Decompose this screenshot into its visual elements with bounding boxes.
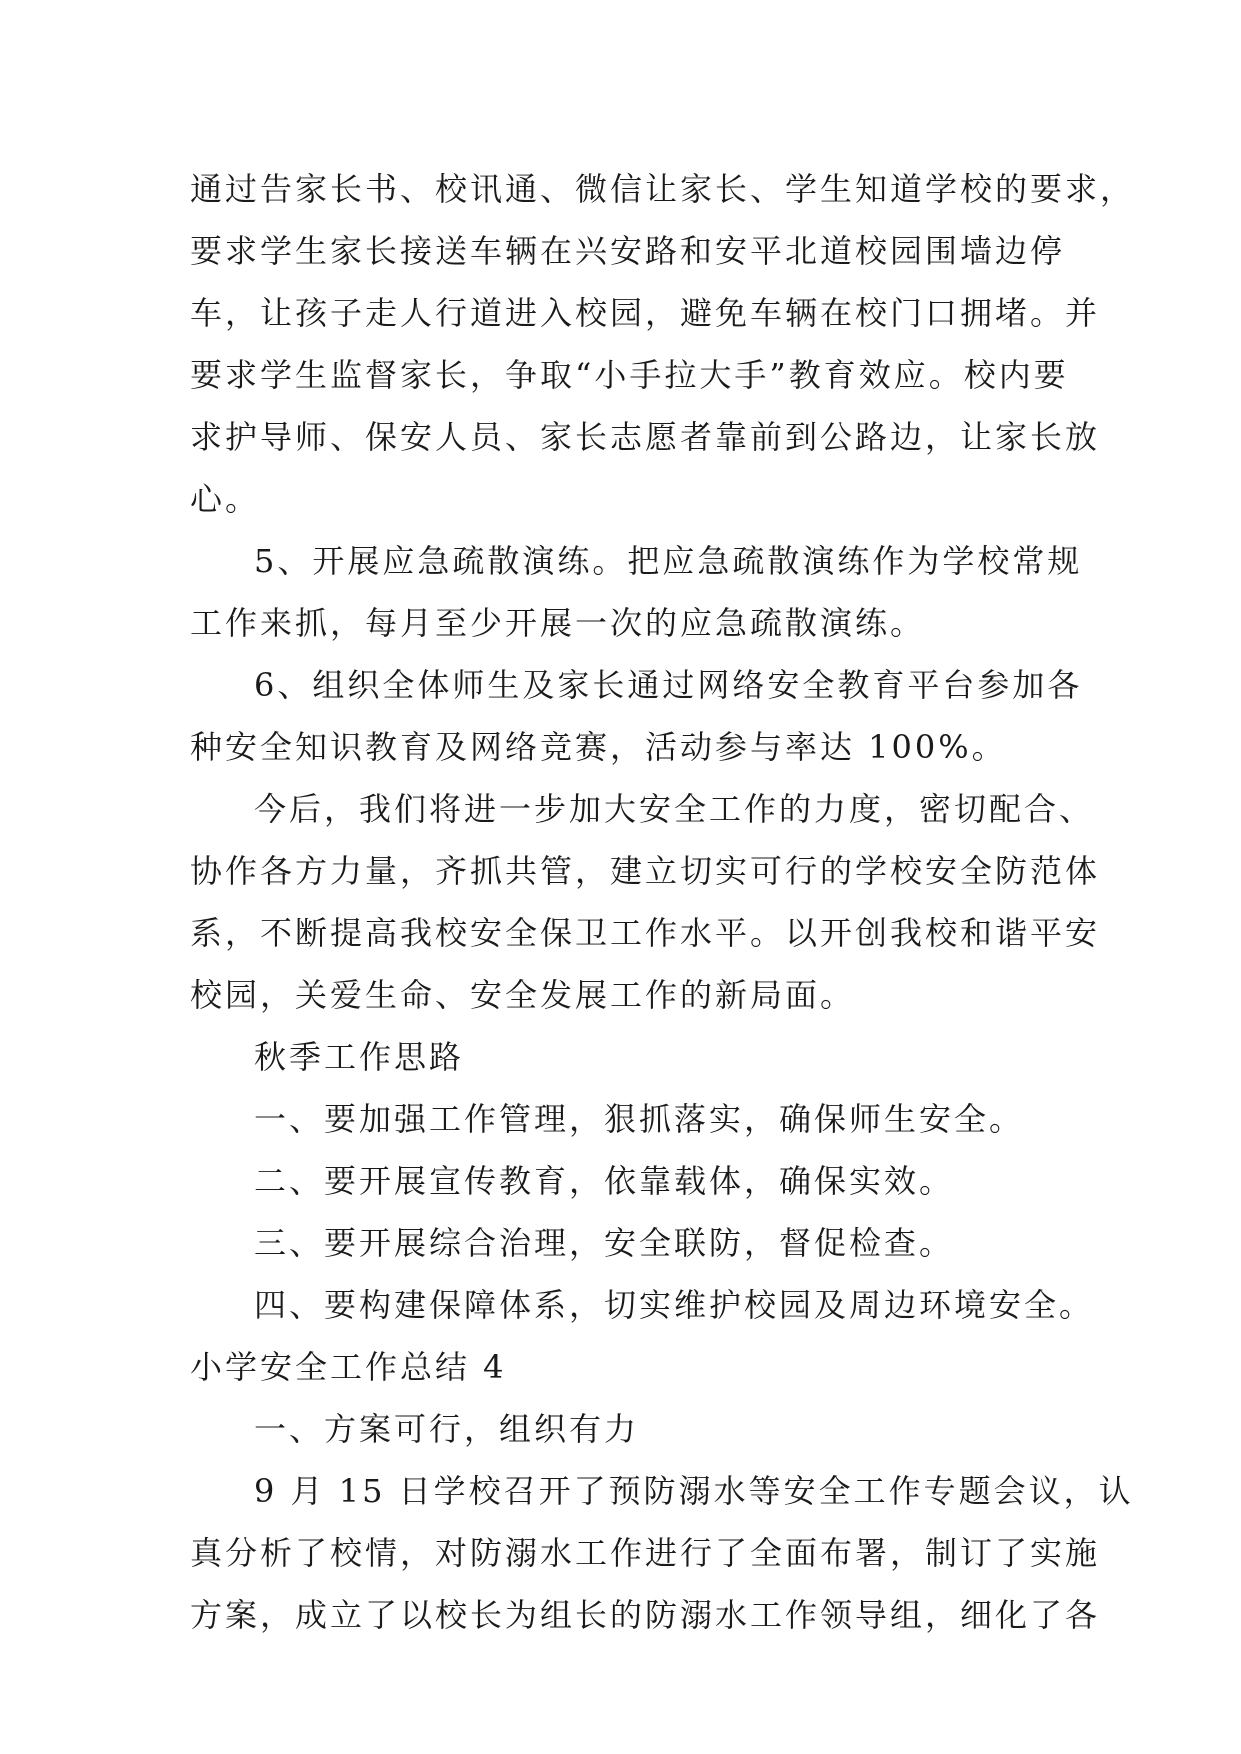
body-line: 要求学生家长接送车辆在兴安路和安平北道校园围墙边停 <box>190 232 1066 270</box>
body-line: 车，让孩子走人行道进入校园，避免车辆在校门口拥堵。并 <box>190 294 1101 332</box>
body-line: 一、要加强工作管理，狠抓落实，确保师生安全。 <box>254 1100 1025 1138</box>
body-line: 求护导师、保安人员、家长志愿者靠前到公路边，让家长放 <box>190 418 1101 456</box>
body-line: 四、要构建保障体系，切实维护校园及周边环境安全。 <box>254 1286 1095 1324</box>
body-line: 5、开展应急疏散演练。把应急疏散演练作为学校常规 <box>254 542 1083 580</box>
body-line: 三、要开展综合治理，安全联防，督促检查。 <box>254 1224 955 1262</box>
section-title: 小学安全工作总结 4 <box>190 1348 507 1386</box>
body-line: 种安全知识教育及网络竞赛，活动参与率达 100%。 <box>190 728 1007 766</box>
body-line: 今后，我们将进一步加大安全工作的力度，密切配合、 <box>254 790 1095 828</box>
section-heading: 一、方案可行，组织有力 <box>254 1410 640 1448</box>
body-line: 9 月 15 日学校召开了预防溺水等安全工作专题会议，认 <box>254 1472 1134 1510</box>
body-line: 通过告家长书、校讯通、微信让家长、学生知道学校的要求， <box>190 170 1136 208</box>
body-line: 方案，成立了以校长为组长的防溺水工作领导组，细化了各 <box>190 1596 1101 1634</box>
document-body <box>190 158 1136 1646</box>
body-line: 协作各方力量，齐抓共管，建立切实可行的学校安全防范体 <box>190 852 1101 890</box>
body-line: 心。 <box>190 480 261 518</box>
body-line: 系，不断提高我校安全保卫工作水平。以开创我校和谐平安 <box>190 914 1101 952</box>
body-line: 校园，关爱生命、安全发展工作的新局面。 <box>190 976 856 1014</box>
body-line: 要求学生监督家长，争取“小手拉大手”教育效应。校内要 <box>190 356 1069 394</box>
body-line: 6、组织全体师生及家长通过网络安全教育平台参加各 <box>254 666 1083 704</box>
section-heading: 秋季工作思路 <box>254 1038 465 1076</box>
body-line: 二、要开展宣传教育，依靠载体，确保实效。 <box>254 1162 955 1200</box>
body-line: 工作来抓，每月至少开展一次的应急疏散演练。 <box>190 604 926 642</box>
body-line: 真分析了校情，对防溺水工作进行了全面布署，制订了实施 <box>190 1534 1101 1572</box>
